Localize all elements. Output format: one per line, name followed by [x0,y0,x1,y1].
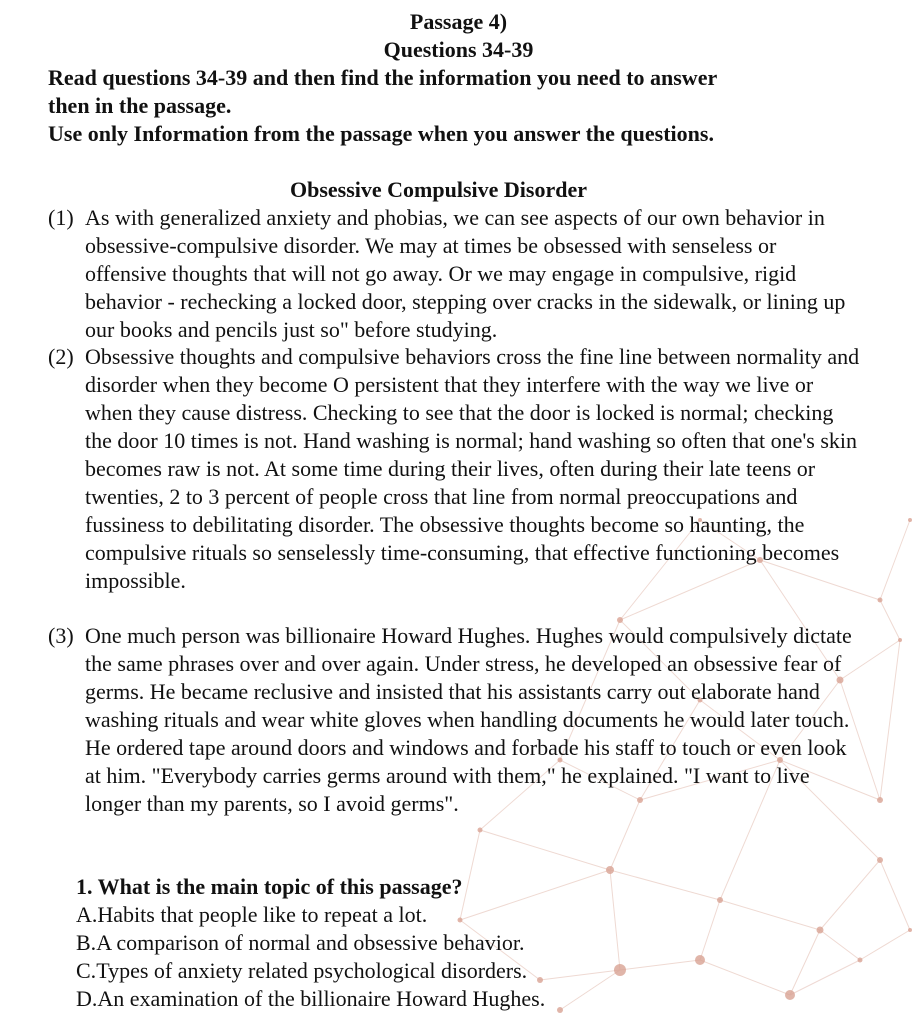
passage-title: Obsessive Compulsive Disorder [290,177,587,202]
option-letter: A. [76,902,98,927]
passage-number: Passage 4) [409,9,508,34]
question-stem: 1. What is the main topic of this passage? [76,874,463,899]
paragraph-text: As with generalized anxiety and phobias, we can see aspects of our own behavior in obsessive-compulsive disorder. We may at times be obsessed with senseless or offensive thoughts that will not go away. Or we may engage in compulsive, rigid behavior - rechecking a locked door, stepping over cracks in the sidewalk, or lining up our books and pencils just so" before studying. [85,205,846,342]
instruction-line-3: Use only Information from the passage when you answer the questions. [48,121,714,146]
paragraph-number: (2) [48,344,74,369]
paragraph-3 [48,622,860,818]
instruction-line-1: Read questions 34-39 and then find the information you need to answer [48,65,718,90]
option-letter: C. [76,958,97,983]
option-text: An examination of the billionaire Howard Hughes. [97,986,546,1011]
option-text: Types of anxiety related psychological disorders. [96,958,528,983]
paragraph-text: One much person was billionaire Howard Hughes. Hughes would compulsively dictate the same phrases over and over again. Under stress, he developed an obsessive fear of germs. He became reclusive and insisted that his assistants carry out elaborate hand washing rituals and wear white gloves when handling documents he would later touch. He ordered tape around doors and windows and forbade his staff to touch or even look at him. "Everybody carries germs around with them," he explained. "I want to live longer than my parents, so I avoid germs". [85,623,852,816]
option-letter: B. [76,930,97,955]
answer-option-a[interactable] [76,901,776,929]
answer-option-c[interactable] [76,957,776,985]
option-text: Habits that people like to repeat a lot. [97,902,428,927]
paragraph-text: Obsessive thoughts and compulsive behaviors cross the fine line between normality and disorder when they become O persistent that they interfere with the way we live or when they cause distress. Checking to see that the door is locked is normal; checking the door 10 times is not. Hand washing is normal; hand washing so often that one's skin becomes raw is not. At some time during their lives, often during their late teens or twenties, 2 to 3 percent of people cross that line from normal preoccupations and fussiness to debilitating disorder. The obsessive thoughts become so haunting, the compulsive rituals so senselessly time-consuming, that effective functioning becomes impossible. [85,344,860,593]
answer-option-d[interactable] [76,985,776,1013]
instruction-line-2: then in the passage. [48,93,232,118]
paragraph-number: (1) [48,205,74,230]
question-range: Questions 34-39 [383,37,534,62]
paragraph-2 [48,343,860,595]
paragraph-1 [48,204,860,344]
option-text: A comparison of normal and obsessive behavior. [96,930,525,955]
option-letter: D. [76,986,98,1011]
paragraph-number: (3) [48,623,74,648]
question-1 [76,873,776,1013]
answer-option-b[interactable] [76,929,776,957]
